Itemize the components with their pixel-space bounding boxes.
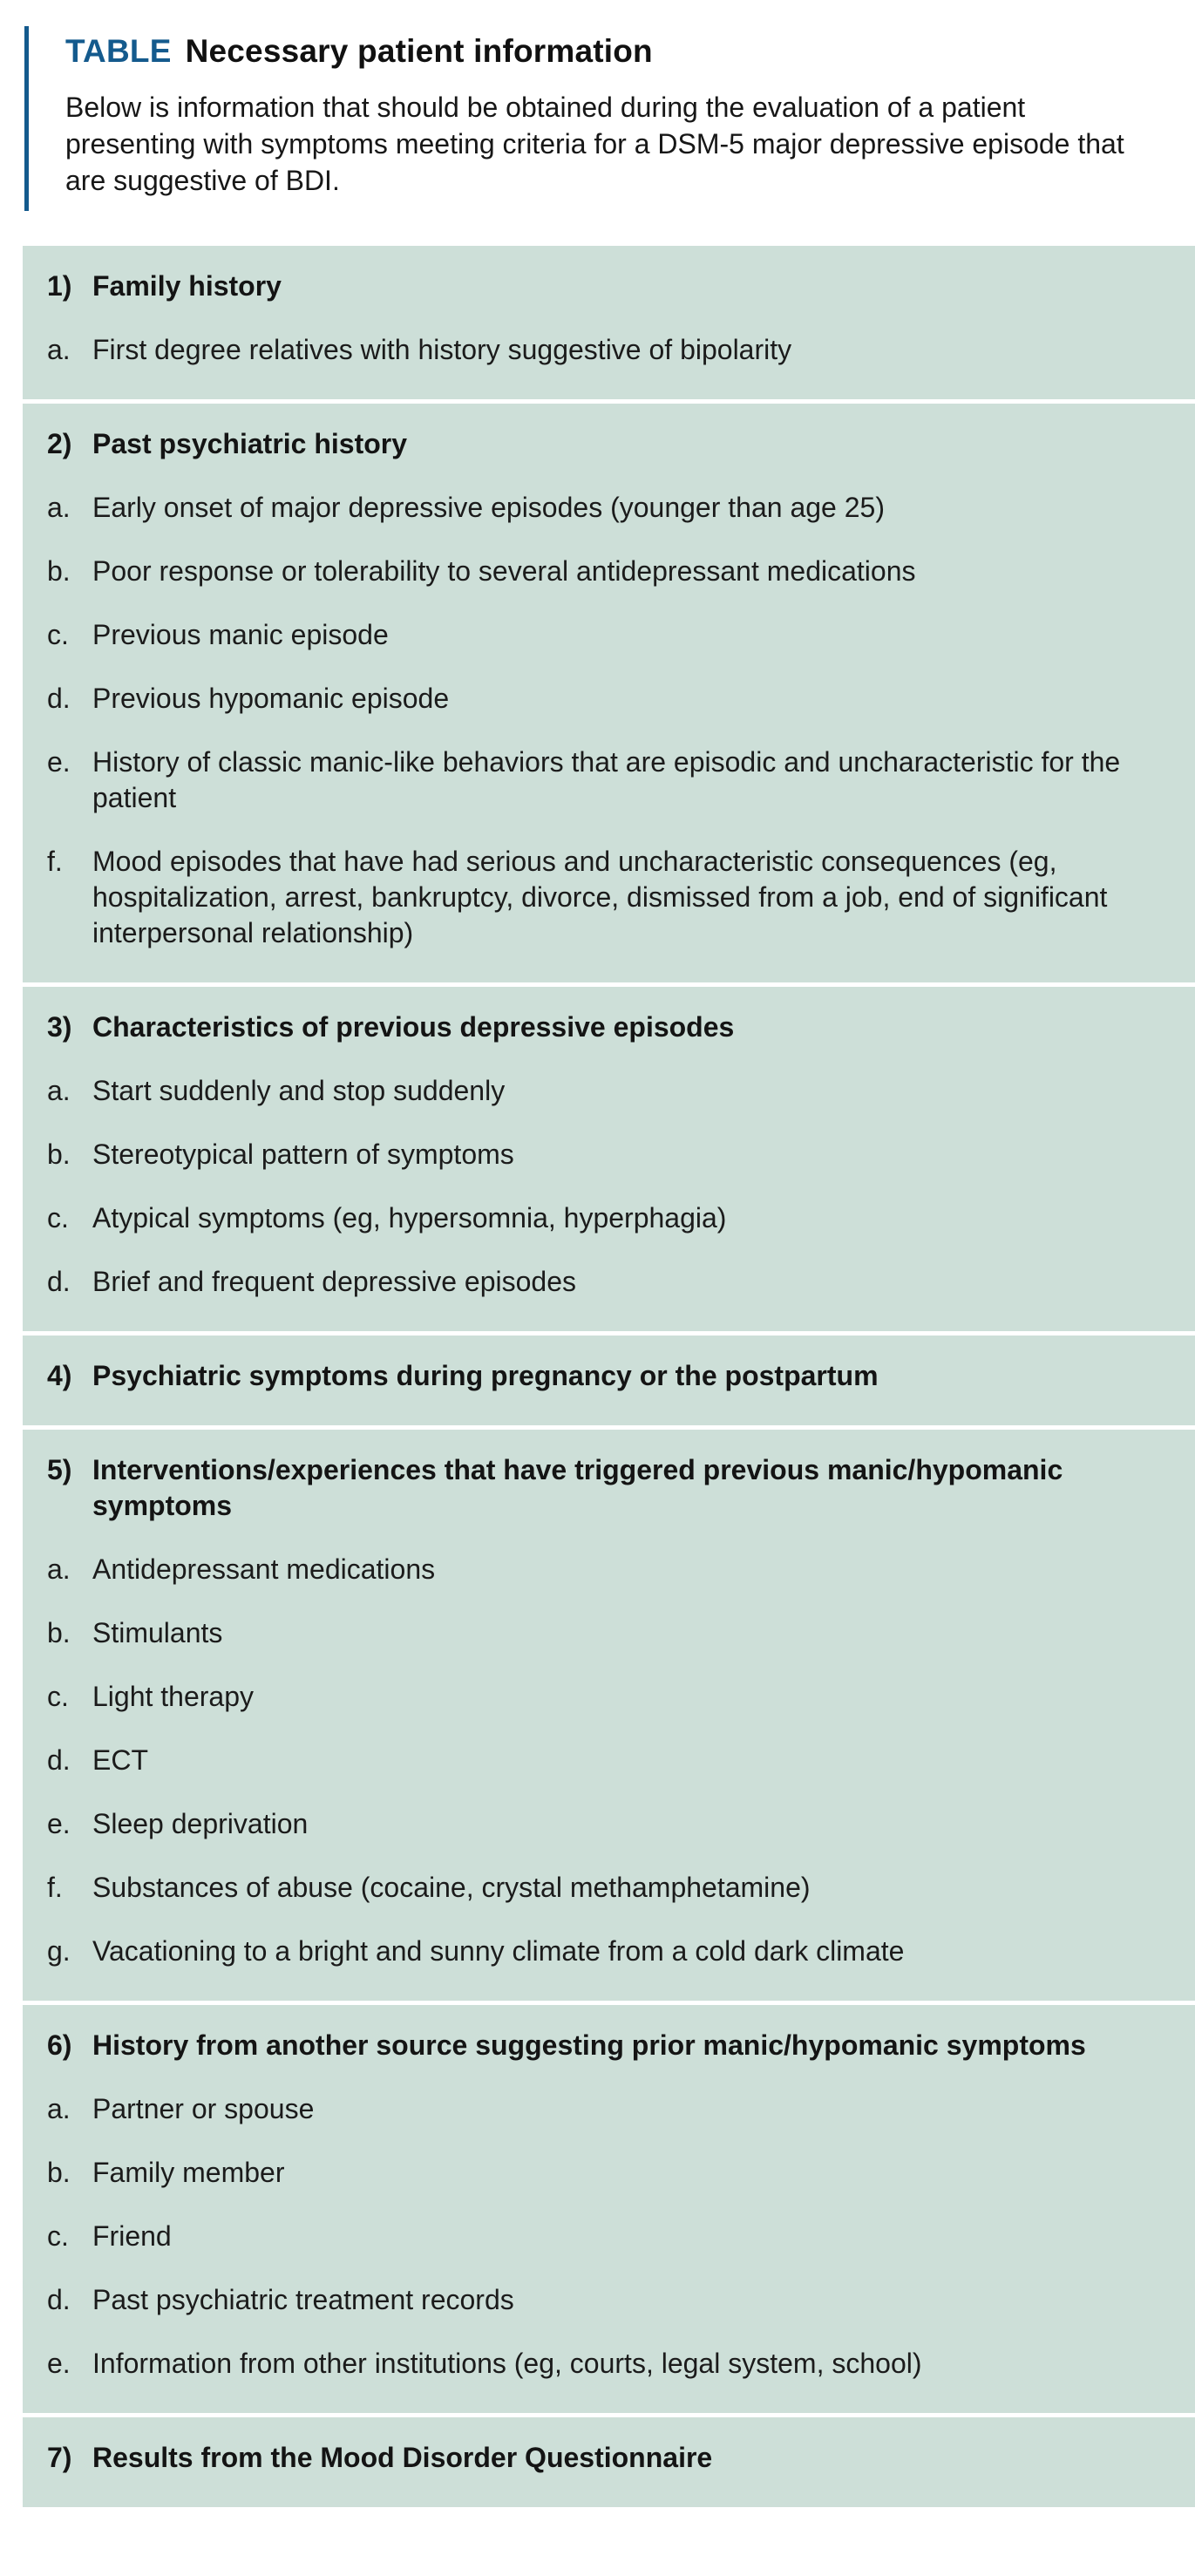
table-section-6: [23, 2005, 1195, 2413]
item-letter: a.: [47, 1075, 71, 1107]
item-letter: d.: [47, 2284, 71, 2316]
table-label: TABLE: [65, 33, 172, 69]
item-letter: c.: [47, 2220, 69, 2253]
item-letter: c.: [47, 1681, 69, 1713]
section-title: History from another source suggesting prior manic/hypomanic symptoms: [92, 2029, 1086, 2062]
item-letter: f.: [47, 846, 63, 878]
section-header-row: [47, 1009, 1167, 1045]
section-header-row: [47, 2440, 1167, 2476]
section-header-row: [47, 268, 1167, 304]
item-row: [47, 1743, 1167, 1778]
table-title-line: [65, 31, 1160, 71]
item-text: Sleep deprivation: [92, 1808, 309, 1840]
section-number: 3): [47, 1011, 72, 1043]
section-header-row: [47, 1452, 1167, 1524]
table-header: [24, 26, 1160, 211]
item-letter: b.: [47, 2157, 71, 2189]
item-row: [47, 2346, 1167, 2382]
item-text: Friend: [92, 2220, 172, 2253]
item-row: [47, 1264, 1167, 1300]
item-text: Family member: [92, 2157, 285, 2189]
section-header-row: [47, 1358, 1167, 1394]
item-text: Past psychiatric treatment records: [92, 2284, 514, 2316]
item-letter: c.: [47, 1202, 69, 1234]
item-row: [47, 1073, 1167, 1109]
item-row: [47, 1934, 1167, 1969]
section-title: Past psychiatric history: [92, 428, 408, 460]
section-title: Characteristics of previous depressive episodes: [92, 1011, 735, 1043]
item-letter: d.: [47, 1266, 71, 1298]
item-row: [47, 1200, 1167, 1236]
item-row: [47, 1679, 1167, 1715]
item-text: Previous hypomanic episode: [92, 683, 450, 715]
table-section-2: [23, 404, 1195, 982]
section-header-row: [47, 426, 1167, 462]
section-number: 6): [47, 2029, 72, 2062]
item-text: Early onset of major depressive episodes (younger than age 25): [92, 492, 885, 524]
item-letter: b.: [47, 1617, 71, 1649]
item-letter: a.: [47, 1553, 71, 1586]
table-section-7: [23, 2417, 1195, 2507]
item-text: ECT: [92, 1744, 148, 1777]
section-number: 1): [47, 270, 72, 302]
item-letter: g.: [47, 1935, 71, 1968]
item-text: Partner or spouse: [92, 2093, 315, 2125]
item-letter: d.: [47, 683, 71, 715]
item-row: [47, 681, 1167, 717]
item-row: [47, 2091, 1167, 2127]
table-section-5: [23, 1430, 1195, 2001]
item-letter: a.: [47, 2093, 71, 2125]
section-title: Interventions/experiences that have triggered previous manic/hypomanic symptoms: [92, 1454, 1063, 1522]
item-letter: d.: [47, 1744, 71, 1777]
item-text: Substances of abuse (cocaine, crystal methamphetamine): [92, 1872, 811, 1904]
item-text: First degree relatives with history suggestive of bipolarity: [92, 334, 792, 366]
section-number: 4): [47, 1360, 72, 1392]
table-body: [23, 246, 1195, 2507]
item-row: [47, 1806, 1167, 1842]
item-letter: b.: [47, 1138, 71, 1171]
item-text: Mood episodes that have had serious and uncharacteristic consequences (eg, hospitalization, arrest, bankruptcy, divorce, dismissed from a job, end of significant interpersonal relationship): [92, 846, 1108, 949]
item-row: [47, 1552, 1167, 1587]
item-text: Brief and frequent depressive episodes: [92, 1266, 577, 1298]
section-header-row: [47, 2028, 1167, 2063]
item-letter: a.: [47, 334, 71, 366]
item-letter: c.: [47, 619, 69, 651]
item-row: [47, 2282, 1167, 2318]
item-text: Stereotypical pattern of symptoms: [92, 1138, 514, 1171]
item-text: Atypical symptoms (eg, hypersomnia, hyperphagia): [92, 1202, 727, 1234]
item-text: Poor response or tolerability to several antidepressant medications: [92, 555, 916, 588]
item-row: [47, 1870, 1167, 1906]
item-text: Antidepressant medications: [92, 1553, 436, 1586]
section-title: Results from the Mood Disorder Questionnaire: [92, 2442, 713, 2474]
table-section-1: [23, 246, 1195, 399]
item-row: [47, 332, 1167, 368]
item-row: [47, 1615, 1167, 1651]
item-letter: e.: [47, 746, 71, 778]
item-row: [47, 744, 1167, 816]
section-number: 5): [47, 1454, 72, 1486]
item-letter: b.: [47, 555, 71, 588]
item-text: Light therapy: [92, 1681, 255, 1713]
section-number: 7): [47, 2442, 72, 2474]
item-row: [47, 844, 1167, 951]
section-number: 2): [47, 428, 72, 460]
section-title: Family history: [92, 270, 282, 302]
table-section-3: [23, 987, 1195, 1331]
item-row: [47, 554, 1167, 589]
item-text: Stimulants: [92, 1617, 223, 1649]
item-text: Previous manic episode: [92, 619, 389, 651]
item-text: Information from other institutions (eg, courts, legal system, school): [92, 2348, 922, 2380]
item-text: Start suddenly and stop suddenly: [92, 1075, 506, 1107]
item-letter: e.: [47, 1808, 71, 1840]
item-row: [47, 2219, 1167, 2254]
table-title: Necessary patient information: [185, 33, 653, 69]
item-row: [47, 2155, 1167, 2191]
item-row: [47, 1137, 1167, 1172]
item-letter: f.: [47, 1872, 63, 1904]
item-letter: a.: [47, 492, 71, 524]
item-row: [47, 617, 1167, 653]
item-row: [47, 490, 1167, 526]
table-section-4: [23, 1336, 1195, 1425]
section-title: Psychiatric symptoms during pregnancy or the postpartum: [92, 1360, 879, 1392]
table-description: Below is information that should be obtained during the evaluation of a patient presenting with symptoms meeting criteria for a DSM-5 major depressive episode that are suggestive of BDI.: [65, 92, 1124, 197]
item-letter: e.: [47, 2348, 71, 2380]
item-text: Vacationing to a bright and sunny climate from a cold dark climate: [92, 1935, 905, 1968]
item-text: History of classic manic-like behaviors that are episodic and uncharacteristic for the patient: [92, 746, 1121, 814]
